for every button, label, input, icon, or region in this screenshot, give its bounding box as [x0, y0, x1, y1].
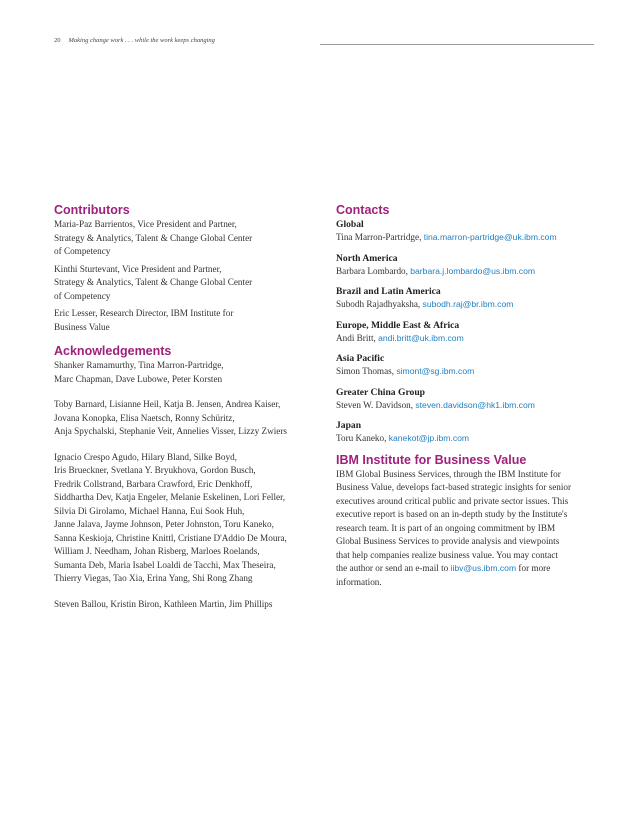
about-line: that help companies realize business value. You may contact [336, 549, 558, 560]
contact-email-link[interactable]: simont@sg.ibm.com [396, 366, 475, 376]
about-contact-suffix: for more [516, 563, 551, 573]
contact-region: Global [336, 219, 364, 230]
about-heading: IBM Institute for Business Value [336, 452, 527, 467]
contact-email-link[interactable]: subodh.raj@br.ibm.com [422, 299, 514, 309]
contributor-entry [54, 263, 322, 304]
contributor-line: of Competency [54, 246, 111, 256]
contact-region: Asia Pacific [336, 353, 385, 364]
about-line: executives around critical public and private sector issues. This [336, 495, 569, 506]
contributor-line: Eric Lesser, Research Director, IBM Institute for [54, 308, 234, 318]
contact-email-link[interactable]: andi.britt@uk.ibm.com [378, 332, 464, 343]
contact-name: Simon Thomas, [336, 366, 397, 376]
contributors-heading: Contributors [54, 203, 130, 217]
contacts-heading: Contacts [336, 203, 390, 217]
ack-line: Sanna Keskioja, Christine Knittl, Cristiane D'Addio De Moura, [54, 532, 287, 543]
contact-line [336, 231, 600, 245]
contact-name: Tina Marron-Partridge, [336, 232, 424, 242]
about-line: Business Value, develops fact-based strategic insights for senior [336, 482, 572, 492]
ack-group [54, 398, 322, 439]
contributor-line: Kinthi Sturtevant, Vice President and Partner, [54, 263, 222, 274]
ack-line: Jovana Konopka, Elisa Naetsch, Ronny Schüritz, [54, 412, 235, 423]
ack-line: Thierry Viegas, Tao Xia, Erina Yang, Shi Rong Zhang [54, 573, 253, 583]
about-line: Global Business Services to provide analysis and viewpoints [336, 536, 560, 546]
about-line: IBM Global Business Services, through the IBM Institute for [336, 468, 561, 479]
contact-email-link[interactable]: barbara.j.lombardo@us.ibm.com [410, 265, 536, 276]
contact-greater-china [336, 386, 600, 413]
ack-line: Steven Ballou, Kristin Biron, Kathleen Martin, Jim Phillips [54, 598, 273, 609]
contact-name: Barbara Lombardo, [336, 265, 411, 276]
contributor-line: of Competency [54, 290, 111, 301]
ibv-email-link[interactable]: iibv@us.ibm.com [450, 563, 517, 573]
ack-line: Iris Brueckner, Svetlana Y. Bryukhova, Gordon Busch, [54, 465, 256, 475]
contact-email-link[interactable]: kanekot@jp.ibm.com [388, 433, 470, 443]
ack-line: Silvia Di Girolamo, Michael Hanna, Eui Sook Huh, [54, 505, 245, 516]
contact-email-link[interactable]: tina.marron-partridge@uk.ibm.com [423, 232, 557, 242]
ack-line: Janne Jalava, Jayme Johnson, Peter Johnston, Toru Kaneko, [54, 519, 274, 529]
contact-line [336, 332, 600, 346]
contact-japan [336, 419, 600, 446]
contact-name: Andi Britt, [336, 332, 379, 343]
ack-group [54, 451, 322, 586]
contact-line [336, 399, 600, 413]
contributor-line: Strategy & Analytics, Talent & Change Global Center [54, 277, 253, 287]
about-contact-prefix: the author or send an e-mail to [336, 563, 451, 573]
contact-north-america [336, 252, 600, 279]
about-line: executive report is based on an in-depth study by the Institute's [336, 509, 568, 519]
contact-global [336, 218, 600, 245]
about-line: research team. It is part of an ongoing commitment by IBM [336, 522, 556, 533]
about-paragraph [336, 468, 600, 590]
contact-name: Toru Kaneko, [336, 433, 389, 443]
ack-line: Anja Spychalski, Stephanie Veit, Annelies Visser, Lizzy Zwiers [54, 426, 287, 436]
contributor-entry [54, 218, 322, 259]
ack-line: Marc Chapman, Dave Lubowe, Peter Korsten [54, 373, 223, 384]
contact-asia-pacific [336, 352, 600, 379]
running-title: Making change work . . . while the work keeps changing [68, 37, 215, 44]
contact-email-link[interactable]: steven.davidson@hk1.ibm.com [415, 399, 535, 410]
contact-line [336, 298, 600, 312]
contact-name: Subodh Rajadhyaksha, [336, 299, 423, 309]
ack-line: Toby Barnard, Lisianne Heil, Katja B. Jensen, Andrea Kaiser, [54, 399, 281, 409]
ack-line: Fredrik Collstrand, Barbara Crawford, Eric Denkhoff, [54, 478, 253, 489]
header-rule [320, 44, 594, 45]
about-line: information. [336, 576, 382, 587]
right-column [336, 203, 600, 589]
ack-group [54, 359, 322, 386]
ack-line: Ignacio Crespo Agudo, Hilary Bland, Silke Boyd, [54, 451, 237, 462]
running-header [54, 37, 215, 44]
contributors-list [54, 218, 322, 334]
contact-line [336, 365, 600, 379]
ack-line: Siddhartha Dev, Katja Engeler, Melanie Eskelinen, Lori Feller, [54, 492, 286, 502]
about-line [336, 562, 600, 576]
ack-line: Sumanta Deb, Maria Isabel Loaldi de Tacchi, Max Theseira, [54, 559, 276, 570]
contact-line [336, 265, 600, 279]
contact-line [336, 432, 600, 446]
contact-region: Brazil and Latin America [336, 286, 441, 297]
contact-region: Europe, Middle East & Africa [336, 319, 460, 331]
ack-line: Shanker Ramamurthy, Tina Marron-Partridge, [54, 360, 224, 370]
contact-brazil-latin-america [336, 285, 600, 312]
contributor-entry [54, 307, 322, 334]
page-number: 20 [54, 37, 61, 44]
ack-line: William J. Needham, Johan Risberg, Marloes Roelands, [54, 546, 260, 556]
contributor-line: Strategy & Analytics, Talent & Change Global Center [54, 232, 253, 243]
contact-region: Japan [336, 420, 362, 431]
ack-group [54, 598, 322, 612]
contact-name: Steven W. Davidson, [336, 399, 416, 410]
left-column [54, 203, 322, 611]
acknowledgements-list [54, 359, 322, 611]
contact-region: Greater China Group [336, 386, 426, 398]
contact-emea [336, 319, 600, 346]
contributor-line: Business Value [54, 321, 110, 332]
contact-region: North America [336, 252, 398, 264]
acknowledgements-heading: Acknowledgements [54, 344, 172, 358]
contributor-line: Maria-Paz Barrientos, Vice President and Partner, [54, 219, 237, 229]
